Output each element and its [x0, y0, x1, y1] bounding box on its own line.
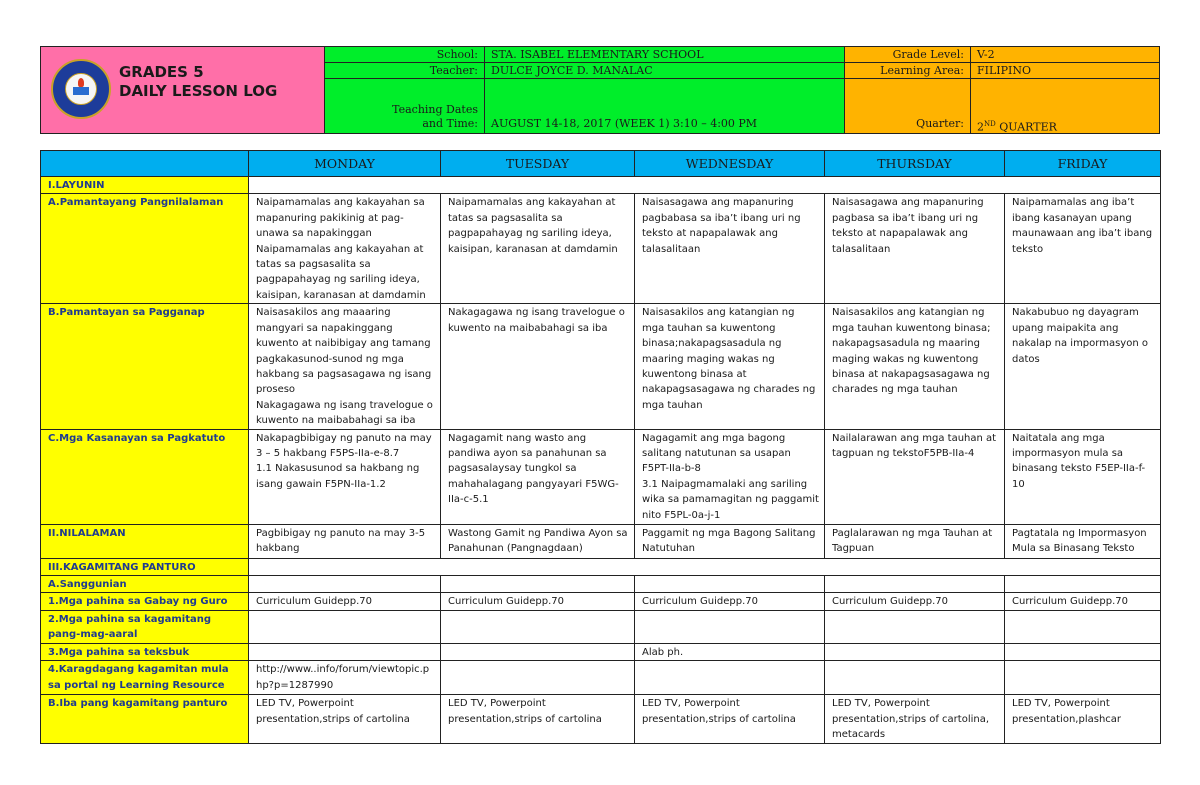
day-header-monday: MONDAY — [249, 151, 441, 177]
row-label-nilalaman: II.NILALAMAN — [41, 524, 249, 558]
day-header-tuesday: TUESDAY — [441, 151, 635, 177]
teksbuk-friday — [1005, 643, 1161, 660]
grade-level-label: Grade Level: — [845, 47, 971, 62]
lesson-log-header — [40, 46, 1160, 134]
table-row — [41, 661, 1161, 695]
pamantayang-wednesday: Naisasagawa ang mapanuring pagbabasa sa iba’t ibang uri ng teksto at napapalawak ang talasalitaan — [635, 194, 825, 304]
kasanayan-friday: Naitatala ang mga impormasyon mula sa binasang teksto F5EP-IIa-f-10 — [1005, 429, 1161, 524]
row-label-iba-pang-kagamitan: B.Iba pang kagamitang panturo — [41, 695, 249, 743]
table-row — [41, 643, 1161, 660]
pamantayang-monday: Naipamamalas ang kakayahan sa mapanuring pakikinig at pag-unawa sa napakinggan Naipamamalas ang kakayahan at tatas sa pagsasalita sa pagpapahayag ng sariling ideya, kaisipan, karanasan at damdamin — [249, 194, 441, 304]
teacher-value: DULCE JOYCE D. MANALAC — [491, 64, 653, 77]
table-row — [41, 194, 1161, 304]
teaching-dates-label: Teaching Dates and Time: — [325, 79, 485, 133]
grade-level-value: V-2 — [977, 48, 995, 61]
karagdagang-monday-link[interactable]: http://www..info/forum/viewtopic.php?p=1287990 — [249, 661, 441, 695]
nilalaman-tuesday: Wastong Gamit ng Pandiwa Ayon sa Panahunan (Pangnagdaan) — [441, 524, 635, 558]
row-label-kagamitang-panturo: III.KAGAMITANG PANTURO — [41, 558, 249, 575]
day-header-thursday: THURSDAY — [825, 151, 1005, 177]
pagganap-thursday: Naisasakilos ang katangian ng mga tauhan kuwentong binasa; nakapagsasadula ng maaring maging wakas ng kuwentong binasa at nakapagsasagawa ng charades ng mga tauhan — [825, 304, 1005, 429]
kagamitan-span — [249, 558, 1161, 575]
corner-cell — [41, 151, 249, 177]
gabay-tuesday: Curriculum Guidepp.70 — [441, 593, 635, 610]
row-label-kagamitang-mag-aaral: 2.Mga pahina sa kagamitang pang-mag-aaral — [41, 610, 249, 643]
gabay-friday: Curriculum Guidepp.70 — [1005, 593, 1161, 610]
day-header-wednesday: WEDNESDAY — [635, 151, 825, 177]
table-row — [41, 610, 1161, 643]
day-header-friday: FRIDAY — [1005, 151, 1161, 177]
iba-wednesday: LED TV, Powerpoint presentation,strips of cartolina — [635, 695, 825, 743]
title-daily-lesson-log: DAILY LESSON LOG — [119, 82, 278, 100]
row-label-pamantayan-pagganap: B.Pamantayan sa Pagganap — [41, 304, 249, 429]
title-block — [41, 47, 325, 133]
row-label-gabay-ng-guro: 1.Mga pahina sa Gabay ng Guro — [41, 593, 249, 610]
gabay-monday: Curriculum Guidepp.70 — [249, 593, 441, 610]
table-row — [41, 524, 1161, 558]
karagdagang-thursday — [825, 661, 1005, 695]
table-row — [41, 576, 1161, 593]
table-row — [41, 558, 1161, 575]
row-label-karagdagang-kagamitan: 4.Karagdagang kagamitan mula sa portal ng Learning Resource — [41, 661, 249, 695]
table-row — [41, 177, 1161, 194]
iba-tuesday: LED TV, Powerpoint presentation,strips of cartolina — [441, 695, 635, 743]
row-label-layunin: I.LAYUNIN — [41, 177, 249, 194]
kasanayan-tuesday: Nagagamit nang wasto ang pandiwa ayon sa panahunan sa pagsasalaysay tungkol sa mahahalagang pangyayari F5WG-IIa-c-5.1 — [441, 429, 635, 524]
learning-area-label: Learning Area: — [845, 63, 971, 78]
learning-area-value: FILIPINO — [977, 64, 1032, 77]
teksbuk-tuesday — [441, 643, 635, 660]
table-row — [41, 593, 1161, 610]
nilalaman-friday: Pagtatala ng Impormasyon Mula sa Binasang Teksto — [1005, 524, 1161, 558]
kasanayan-monday: Nakapagbibigay ng panuto na may 3 – 5 hakbang F5PS-IIa-e-8.7 1.1 Nakasusunod sa hakbang ng isang gawain F5PN-IIa-1.2 — [249, 429, 441, 524]
table-row — [41, 304, 1161, 429]
pagganap-wednesday: Naisasakilos ang katangian ng mga tauhan sa kuwentong binasa;nakapagsasadula ng maaring maging wakas ng kuwentong binasa at nakapagsasagawa ng charades ng mga tauhan — [635, 304, 825, 429]
teksbuk-monday — [249, 643, 441, 660]
row-label-kasanayan: C.Mga Kasanayan sa Pagkatuto — [41, 429, 249, 524]
gabay-wednesday: Curriculum Guidepp.70 — [635, 593, 825, 610]
gabay-thursday: Curriculum Guidepp.70 — [825, 593, 1005, 610]
teaching-dates-value: AUGUST 14-18, 2017 (WEEK 1) 3:10 – 4:00 PM — [491, 117, 758, 130]
school-seal-icon — [51, 59, 111, 119]
iba-monday: LED TV, Powerpoint presentation,strips of cartolina — [249, 695, 441, 743]
pamantayang-friday: Naipamamalas ang iba’t ibang kasanayan upang maunawaan ang iba’t ibang teksto — [1005, 194, 1161, 304]
karagdagang-tuesday — [441, 661, 635, 695]
nilalaman-monday: Pagbibigay ng panuto na may 3-5 hakbang — [249, 524, 441, 558]
school-value: STA. ISABEL ELEMENTARY SCHOOL — [491, 48, 704, 61]
iba-friday: LED TV, Powerpoint presentation,plashcar — [1005, 695, 1161, 743]
pagganap-tuesday: Nakagagawa ng isang travelogue o kuwento na maibabahagi sa iba — [441, 304, 635, 429]
title-grades: GRADES 5 — [119, 63, 204, 81]
day-header-row — [41, 151, 1161, 177]
karagdagang-wednesday — [635, 661, 825, 695]
teksbuk-wednesday: Alab ph. — [635, 643, 825, 660]
karagdagang-friday — [1005, 661, 1161, 695]
lesson-log-table — [40, 150, 1161, 744]
pamantayang-tuesday: Naipamamalas ang kakayahan at tatas sa pagsasalita sa pagpapahayag ng sariling ideya, kaisipan, karanasan at damdamin — [441, 194, 635, 304]
teksbuk-thursday — [825, 643, 1005, 660]
pamantayang-thursday: Naisasagawa ang mapanuring pagbasa sa iba’t ibang uri ng teksto at napapalawak ang talasalitaan — [825, 194, 1005, 304]
row-label-pamantayang-pangnilalaman: A.Pamantayang Pangnilalaman — [41, 194, 249, 304]
table-row — [41, 695, 1161, 743]
pagganap-friday: Nakabubuo ng dayagram upang maipakita ang nakalap na impormasyon o datos — [1005, 304, 1161, 429]
school-info-block — [325, 47, 845, 133]
layunin-span — [249, 177, 1161, 194]
kasanayan-thursday: Nailalarawan ang mga tauhan at tagpuan ng tekstoF5PB-IIa-4 — [825, 429, 1005, 524]
quarter-label: Quarter: — [845, 79, 971, 133]
page-title — [119, 63, 277, 101]
row-label-sanggunian: A.Sanggunian — [41, 576, 249, 593]
kasanayan-wednesday: Nagagamit ang mga bagong salitang natutunan sa usapan F5PT-IIa-b-8 3.1 Naipagmamalaki ang sariling wika sa pamamagitan ng paggamit nito F5PL-0a-j-1 — [635, 429, 825, 524]
quarter-value: 2ND QUARTER — [977, 120, 1057, 134]
iba-thursday: LED TV, Powerpoint presentation,strips of cartolina, metacards — [825, 695, 1005, 743]
teacher-label: Teacher: — [325, 63, 485, 78]
row-label-teksbuk: 3.Mga pahina sa teksbuk — [41, 643, 249, 660]
table-row — [41, 429, 1161, 524]
school-label: School: — [325, 47, 485, 62]
grade-info-block — [845, 47, 1159, 133]
nilalaman-wednesday: Paggamit ng mga Bagong Salitang Natutuhan — [635, 524, 825, 558]
pagganap-monday: Naisasakilos ang maaaring mangyari sa napakinggang kuwento at naibibigay ang tamang pagkakasunod-sunod ng mga hakbang sa pagsasagawa ng isang proseso Nakagagawa ng isang travelogue o kuwento na maibabahagi sa iba — [249, 304, 441, 429]
nilalaman-thursday: Paglalarawan ng mga Tauhan at Tagpuan — [825, 524, 1005, 558]
